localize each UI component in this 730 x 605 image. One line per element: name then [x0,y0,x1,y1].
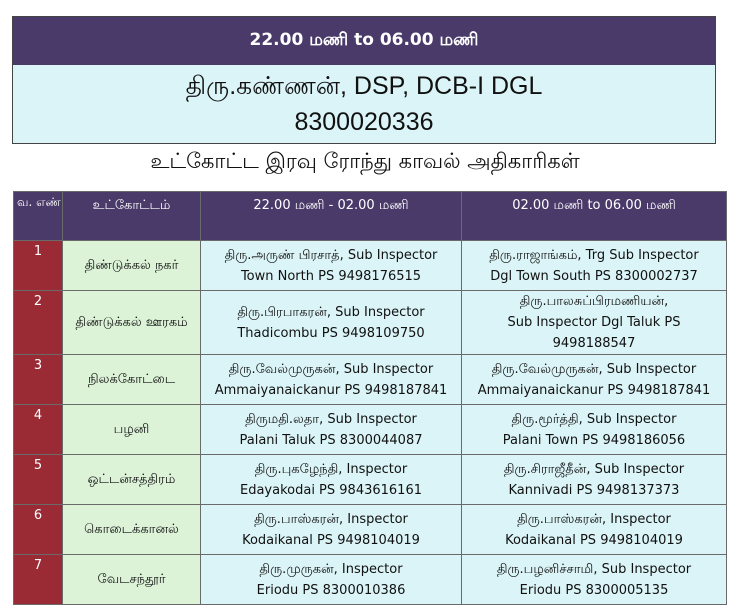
officer-name: திரு.பழனிச்சாமி, Sub Inspector [496,561,692,577]
officer-station-phone: Kodaikanal PS 9498104019 [505,532,683,548]
serial-number-cell: 2 [14,291,63,355]
officer-name: திருமதி.லதா, Sub Inspector [245,411,417,427]
page-title: உட்கோட்ட இரவு ரோந்து காவல் அதிகாரிகள் [150,149,580,173]
division-cell: திண்டுக்கல் நகர் [63,241,201,291]
serial-number-cell: 4 [14,405,63,455]
patrol-officers-table [13,191,727,605]
officer-station-phone: Town North PS 9498176515 [240,268,422,284]
night-patrol-summary-box [12,16,716,144]
officer-phone: 9498188547 [552,336,636,351]
supervising-officer-name: திரு.கண்ணன், DSP, DCB-I DGL [185,72,543,100]
table-row [14,291,727,355]
shift-one-officer-cell [201,505,462,555]
shift-two-officer-cell [462,505,727,555]
officer-name: திரு.முருகன், Inspector [259,561,403,577]
table-row [14,241,727,291]
shift-two-officer-cell [462,355,727,405]
table-header-row [14,192,727,241]
officer-station-phone: Palani Town PS 9498186056 [502,432,686,448]
supervising-officer-panel [13,65,715,143]
officer-name: திரு.ராஜாங்கம், Trg Sub Inspector [489,247,699,263]
officer-station-phone: Eriodu PS 8300005135 [519,582,669,598]
division-cell: வேடசந்தூர் [63,555,201,605]
serial-number-cell: 6 [14,505,63,555]
shift-two-officer-cell [462,241,727,291]
officer-name: திரு.பாஸ்கரன், Inspector [517,511,671,527]
header-division: உட்கோட்டம் [63,192,201,241]
officer-station-phone: Dgl Town South PS 8300002737 [490,268,698,284]
shift-two-officer-cell [462,291,727,355]
officer-station-phone: Edayakodai PS 9843616161 [239,482,422,498]
shift-one-officer-cell [201,555,462,605]
officer-name: திரு.அருண் பிரசாத், Sub Inspector [224,247,438,263]
officer-name: திரு.பாலசுப்பிரமணியன், [519,294,669,309]
serial-number-cell: 5 [14,455,63,505]
officer-station-phone: Eriodu PS 8300010386 [256,582,406,598]
shift-one-officer-cell [201,241,462,291]
officer-name: திரு.வேல்முருகன், Sub Inspector [228,361,434,377]
shift-two-officer-cell [462,555,727,605]
division-cell: கொடைக்கானல் [63,505,201,555]
shift-one-officer-cell [201,291,462,355]
officer-station-phone: Ammaiyanaickanur PS 9498187841 [477,382,711,398]
shift-one-officer-cell [201,405,462,455]
officer-station-phone: Kannivadi PS 9498137373 [508,482,680,498]
shift-one-officer-cell [201,455,462,505]
table-row [14,455,727,505]
officer-station-phone: Palani Taluk PS 8300044087 [239,432,423,448]
table-row [14,355,727,405]
serial-number-cell: 1 [14,241,63,291]
supervising-officer-phone: 8300020336 [294,108,434,136]
officer-name: திரு.பாஸ்கரன், Inspector [254,511,408,527]
officer-name: திரு.வேல்முருகன், Sub Inspector [491,361,697,377]
table-row [14,555,727,605]
table-row [14,505,727,555]
officer-station-phone: Thadicombu PS 9498109750 [237,325,425,341]
officer-name: திரு.பிரபாகரன், Sub Inspector [237,304,425,320]
officer-name: திரு.மூர்த்தி, Sub Inspector [511,411,677,427]
officer-name: திரு.புகழேந்தி, Inspector [254,461,408,477]
officer-station-phone: Sub Inspector Dgl Taluk PS [507,315,681,330]
officer-name: திரு.சிராஜீதீன், Sub Inspector [503,461,685,477]
table-row [14,405,727,455]
officer-station-phone: Kodaikanal PS 9498104019 [242,532,420,548]
officer-station-phone: Ammaiyanaickanur PS 9498187841 [214,382,448,398]
shift-one-officer-cell [201,355,462,405]
shift-time-header: 22.00 மணி to 06.00 மணி [13,17,715,65]
header-shift-one: 22.00 மணி - 02.00 மணி [201,192,462,241]
serial-number-cell: 7 [14,555,63,605]
header-shift-two: 02.00 மணி to 06.00 மணி [462,192,727,241]
shift-two-officer-cell [462,405,727,455]
serial-number-cell: 3 [14,355,63,405]
division-cell: பழனி [63,405,201,455]
division-cell: ஒட்டன்சத்திரம் [63,455,201,505]
header-serial-number: வ. எண் [14,192,63,241]
division-cell: திண்டுக்கல் ஊரகம் [63,291,201,355]
division-cell: நிலக்கோட்டை [63,355,201,405]
shift-two-officer-cell [462,455,727,505]
